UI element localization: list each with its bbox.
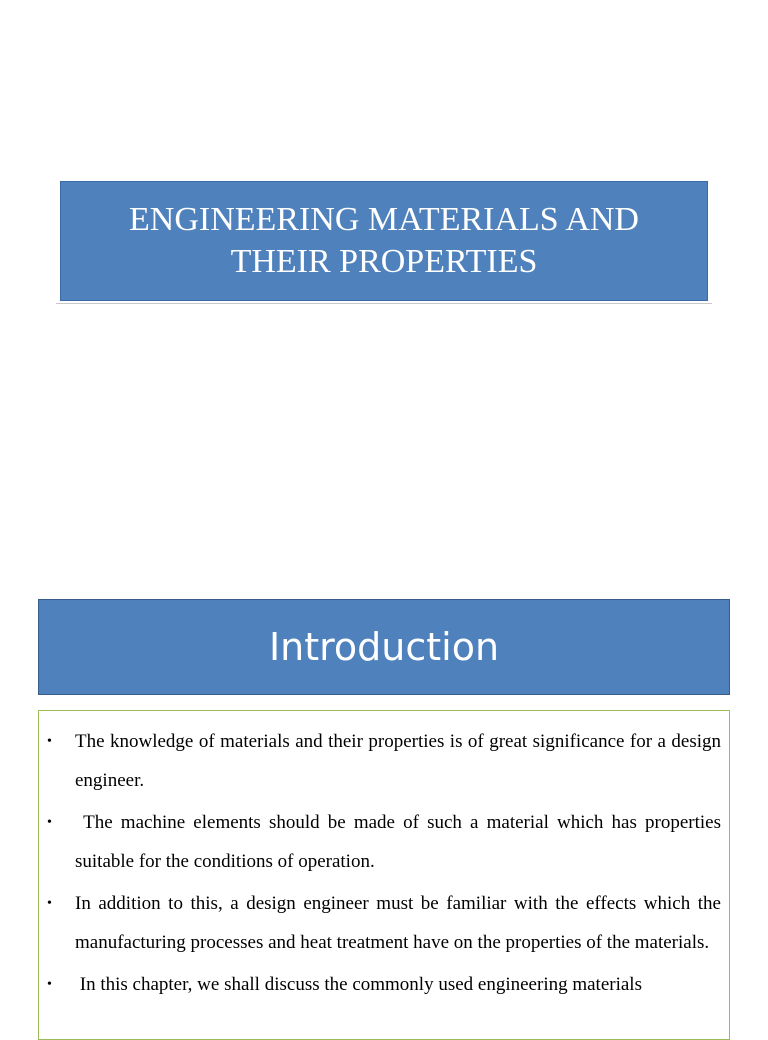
bullet-text-1: The knowledge of materials and their properties is of great significance for a design engineer. [75, 731, 721, 791]
introduction-content-box [38, 710, 730, 1040]
bullet-marker: • [47, 977, 52, 992]
bullet-marker: • [47, 734, 52, 749]
bullet-item-2 [47, 804, 721, 881]
title-banner [60, 181, 708, 301]
introduction-heading-banner [38, 599, 730, 695]
bullet-item-1 [47, 723, 721, 800]
title-underline-divider [56, 303, 712, 304]
bullet-item-3 [47, 885, 721, 962]
title-slide [0, 0, 768, 512]
bullet-text-4: In this chapter, we shall discuss the commonly used engineering materials [75, 974, 642, 995]
bullet-text-3: In addition to this, a design engineer must be familiar with the effects which the manufacturing processes and heat treatment have on the properties of the materials. [75, 893, 721, 953]
introduction-slide [0, 512, 768, 1024]
title-line-2: THEIR PROPERTIES [230, 243, 538, 280]
introduction-heading: Introduction [268, 625, 500, 669]
bullet-text-2: The machine elements should be made of such a material which has properties suitable for the conditions of operation. [75, 812, 721, 872]
bullet-item-4 [47, 966, 721, 1005]
bullet-marker: • [47, 896, 52, 911]
title-line-1: ENGINEERING MATERIALS AND [129, 201, 639, 238]
bullet-list [47, 723, 721, 1005]
bullet-marker: • [47, 815, 52, 830]
